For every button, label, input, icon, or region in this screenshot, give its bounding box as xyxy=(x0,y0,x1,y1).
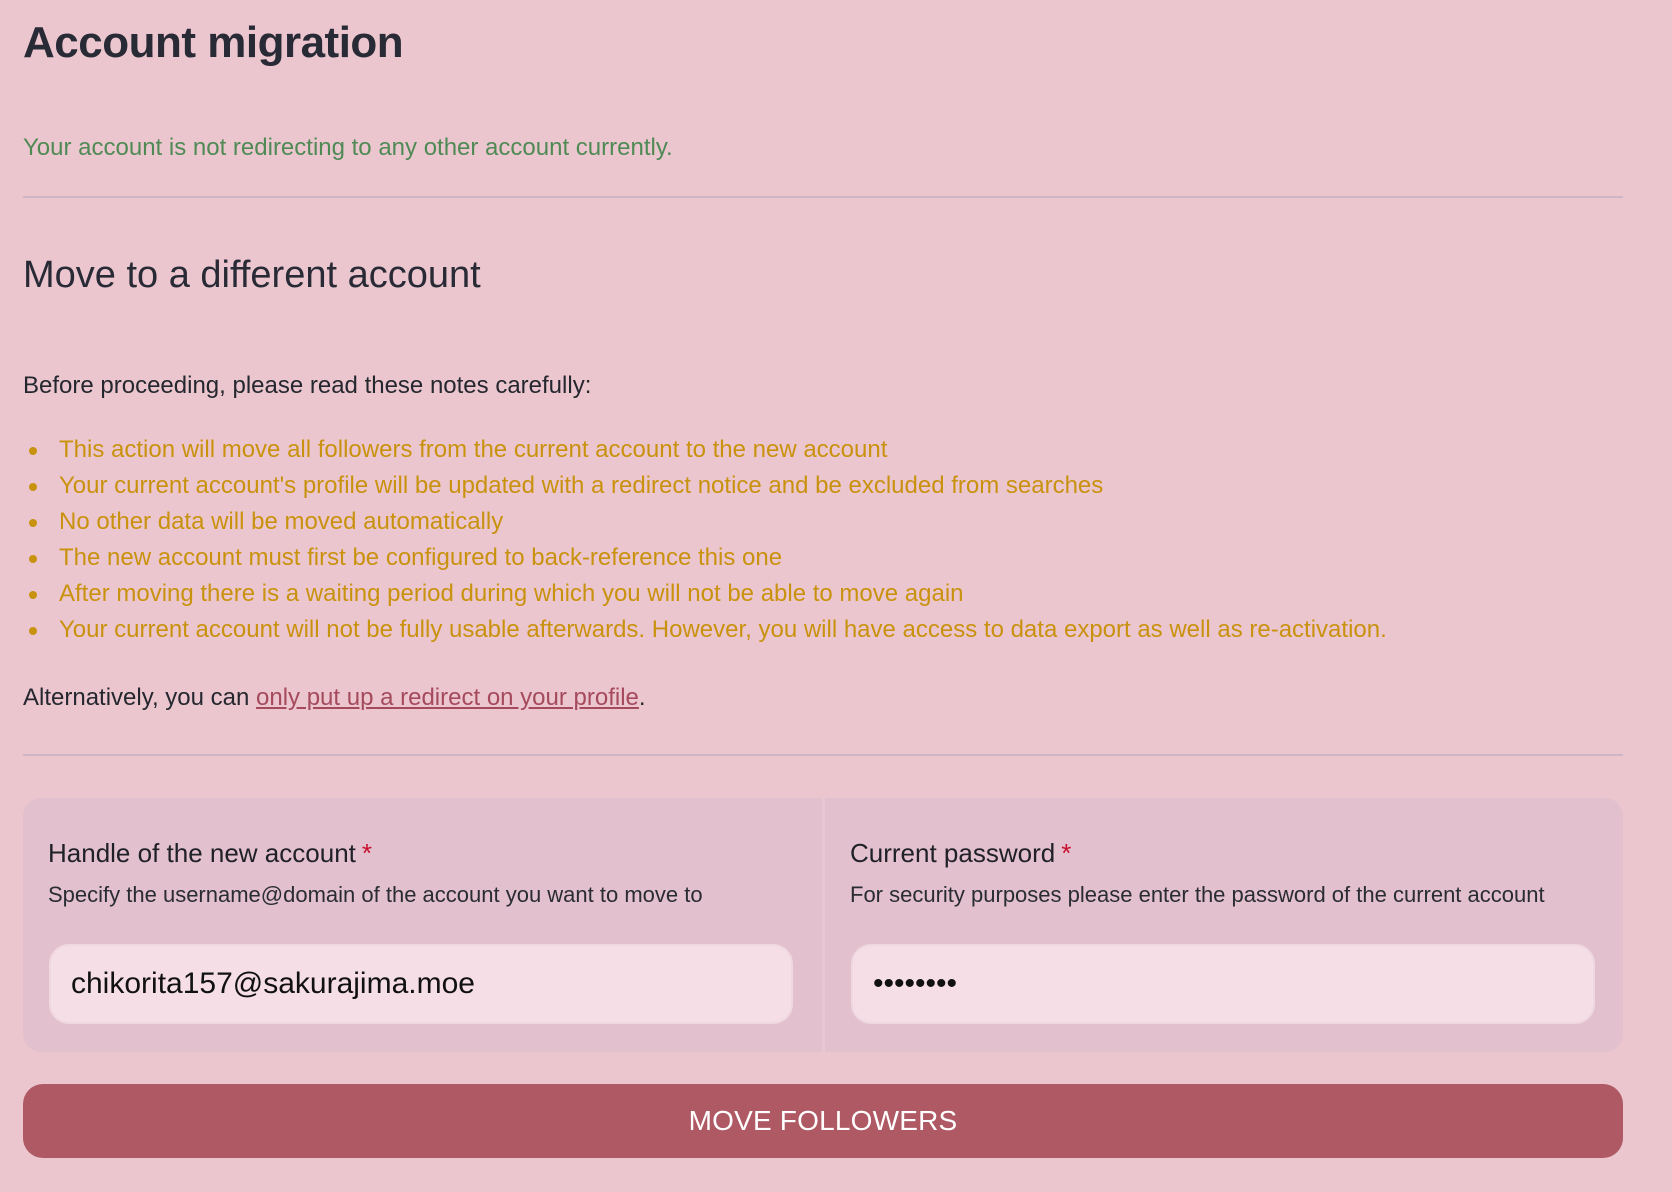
migration-form xyxy=(23,798,1623,1052)
section-divider-bottom xyxy=(23,754,1623,756)
note-text: Your current account will not be fully usable afterwards. However, you will have access to data export as well as re-activation. xyxy=(59,616,1387,643)
bullet-icon xyxy=(29,591,37,599)
required-marker: * xyxy=(361,838,372,868)
password-field-group xyxy=(825,798,1623,1052)
redirect-status-message: Your account is not redirecting to any other account currently. xyxy=(23,134,673,161)
bullet-icon xyxy=(29,627,37,635)
move-section-heading: Move to a different account xyxy=(23,254,481,296)
section-divider-top xyxy=(23,196,1623,198)
bullet-icon xyxy=(29,483,37,491)
new-account-handle-input[interactable] xyxy=(49,944,793,1024)
list-item xyxy=(23,468,1387,504)
migration-notes-list xyxy=(23,432,1387,648)
list-item xyxy=(23,612,1387,648)
note-text: No other data will be moved automatically xyxy=(59,508,504,535)
alternative-suffix: . xyxy=(638,684,646,711)
handle-label-text: Handle of the new account xyxy=(48,838,356,868)
note-text: Your current account's profile will be updated with a redirect notice and be excluded from searches xyxy=(59,472,1104,499)
list-item xyxy=(23,576,1387,612)
required-marker: * xyxy=(1061,838,1072,868)
move-followers-button[interactable]: MOVE FOLLOWERS xyxy=(23,1084,1623,1158)
page-title: Account migration xyxy=(23,18,404,67)
note-text: The new account must first be configured to back-reference this one xyxy=(59,544,783,571)
password-label-text: Current password xyxy=(850,838,1056,868)
bullet-icon xyxy=(29,555,37,563)
current-password-input[interactable] xyxy=(851,944,1595,1024)
handle-label xyxy=(48,838,372,869)
list-item xyxy=(23,432,1387,468)
handle-field-group xyxy=(23,798,822,1052)
notes-intro: Before proceeding, please read these notes carefully: xyxy=(23,372,592,399)
list-item xyxy=(23,540,1387,576)
alternative-redirect-text xyxy=(23,684,646,712)
password-hint: For security purposes please enter the password of the current account xyxy=(850,882,1545,907)
note-text: After moving there is a waiting period during which you will not be able to move again xyxy=(59,580,964,607)
redirect-only-link[interactable]: only put up a redirect on your profile xyxy=(256,684,639,711)
alternative-prefix: Alternatively, you can xyxy=(23,684,257,711)
list-item xyxy=(23,504,1387,540)
bullet-icon xyxy=(29,519,37,527)
password-label xyxy=(850,838,1071,869)
handle-hint: Specify the username@domain of the account you want to move to xyxy=(48,882,703,907)
note-text: This action will move all followers from the current account to the new account xyxy=(59,436,888,463)
bullet-icon xyxy=(29,447,37,455)
